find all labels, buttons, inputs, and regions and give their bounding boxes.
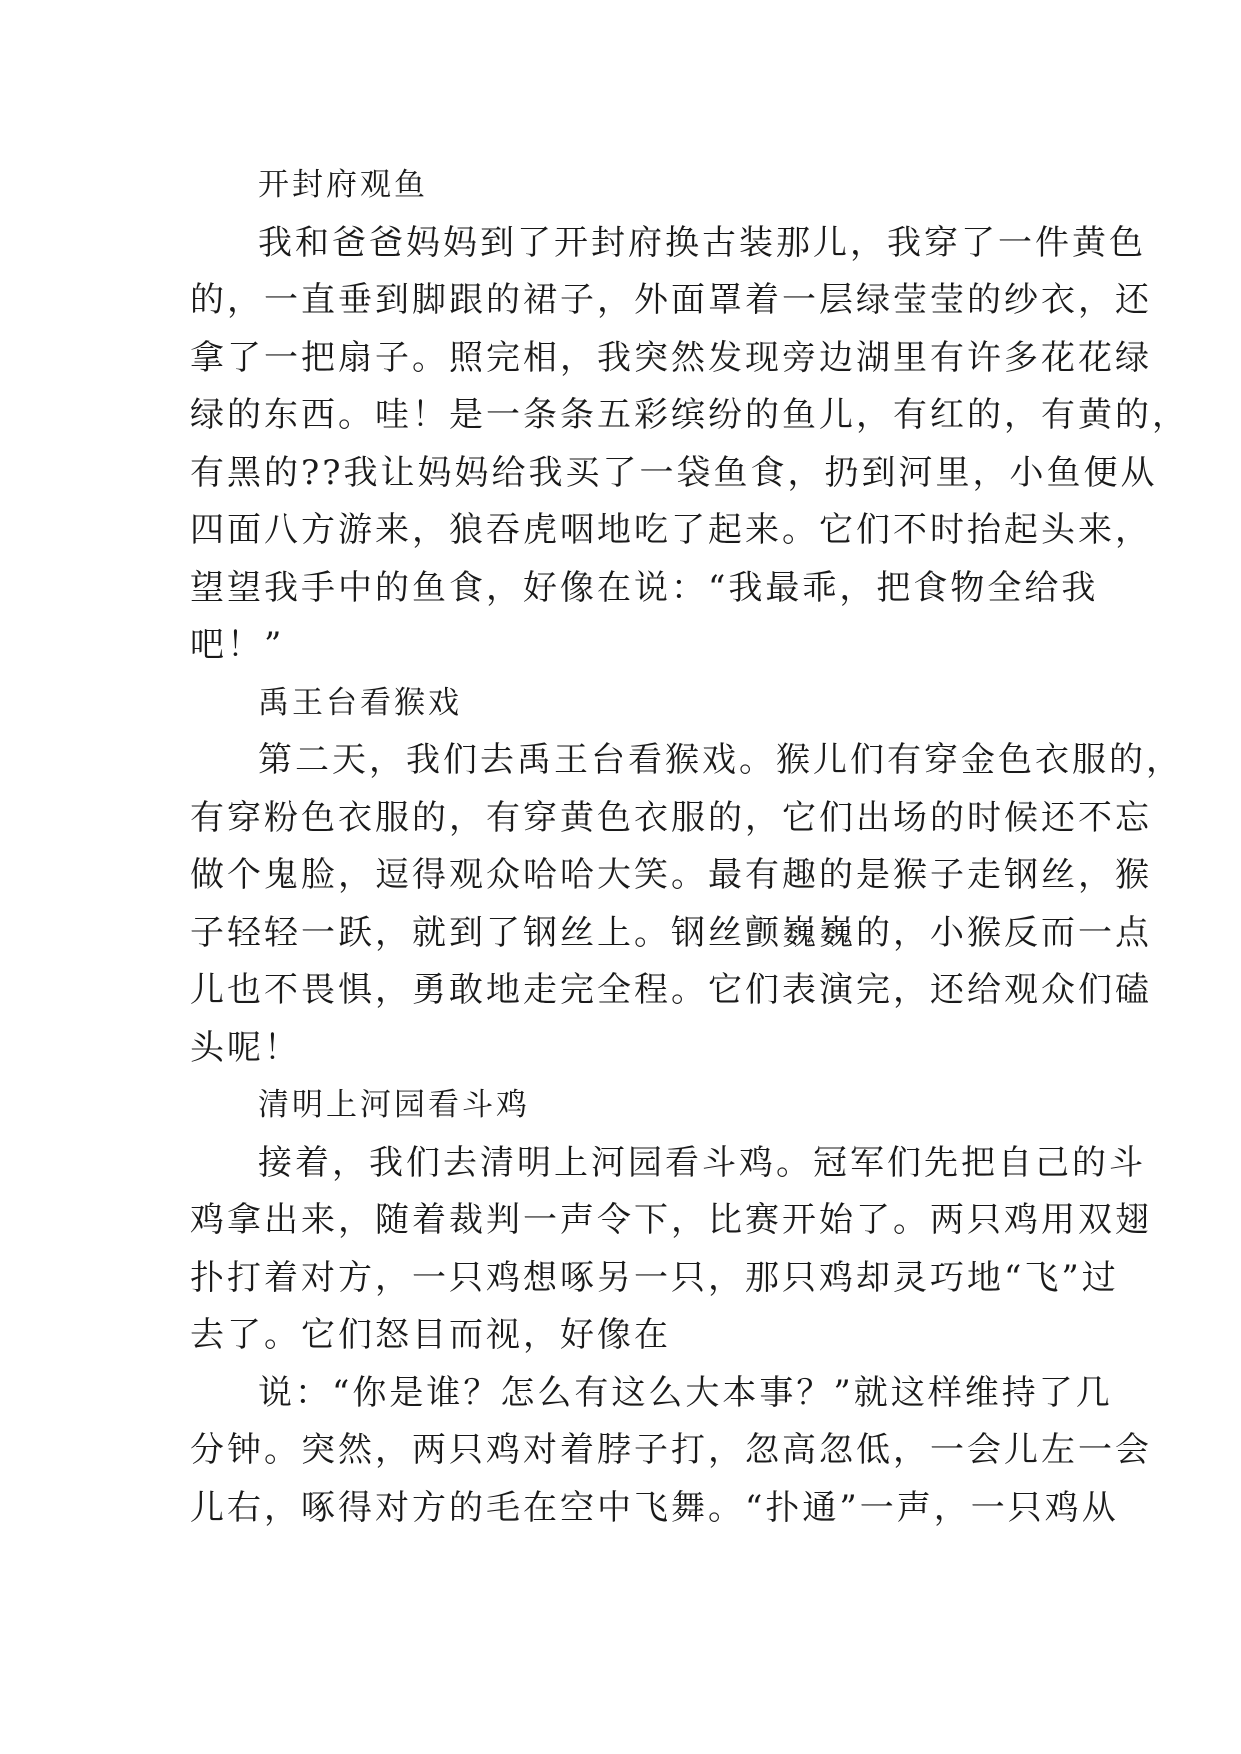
text-line: 头呢！ [190,1027,301,1068]
text-line: 接着，我们去清明上河园看斗鸡。冠军们先把自己的斗 [258,1142,1146,1183]
section-heading-monkey: 禹王台看猴戏 [258,684,462,721]
text-line: 说：“你是谁？怎么有这么大本事？”就这样维持了几 [258,1372,1113,1413]
section-heading-fish: 开封府观鱼 [258,167,428,203]
text-line: 我和爸爸妈妈到了开封府换古装那儿，我穿了一件黄色 [258,222,1146,263]
document-body [190,157,1189,1537]
text-line: 去了。它们怒目而视，好像在 [190,1315,671,1355]
text-line: 的，一直垂到脚跟的裙子，外面罩着一层绿莹莹的纱衣，还 [190,280,1152,320]
text-line: 鸡拿出来，随着裁判一声令下，比赛开始了。两只鸡用双翅 [190,1200,1152,1240]
text-line: 望望我手中的鱼食，好像在说：“我最乖，把食物全给我 [190,567,1099,608]
text-line: 儿也不畏惧，勇敢地走完全程。它们表演完，还给观众们磕 [190,970,1152,1010]
text-line: 子轻轻一跃，就到了钢丝上。钢丝颤巍巍的，小猴反而一点 [190,912,1152,953]
text-line: 儿右，啄得对方的毛在空中飞舞。“扑通”一声，一只鸡从 [190,1487,1119,1528]
text-line: 有穿粉色衣服的，有穿黄色衣服的，它们出场的时候还不忘 [190,797,1152,838]
section-heading-cockfight: 清明上河园看斗鸡 [258,1087,530,1123]
text-line: 第二天，我们去禹王台看猴戏。猴儿们有穿金色衣服的， [258,740,1183,780]
text-line: 四面八方游来，狼吞虎咽地吃了起来。它们不时抬起头来， [190,510,1152,550]
text-line: 拿了一把扇子。照完相，我突然发现旁边湖里有许多花花绿 [190,337,1152,378]
text-line: 吧！” [190,625,285,665]
text-line: 分钟。突然，两只鸡对着脖子打，忽高忽低，一会儿左一会 [190,1430,1152,1470]
text-line: 有黑的??我让妈妈给我买了一袋鱼食，扔到河里，小鱼便从 [190,452,1158,493]
text-line: 扑打着对方，一只鸡想啄另一只，那只鸡却灵巧地“飞”过 [190,1257,1119,1298]
text-line: 做个鬼脸，逗得观众哈哈大笑。最有趣的是猴子走钢丝，猴 [190,855,1152,895]
text-line: 绿的东西。哇！是一条条五彩缤纷的鱼儿，有红的，有黄的， [190,395,1189,435]
